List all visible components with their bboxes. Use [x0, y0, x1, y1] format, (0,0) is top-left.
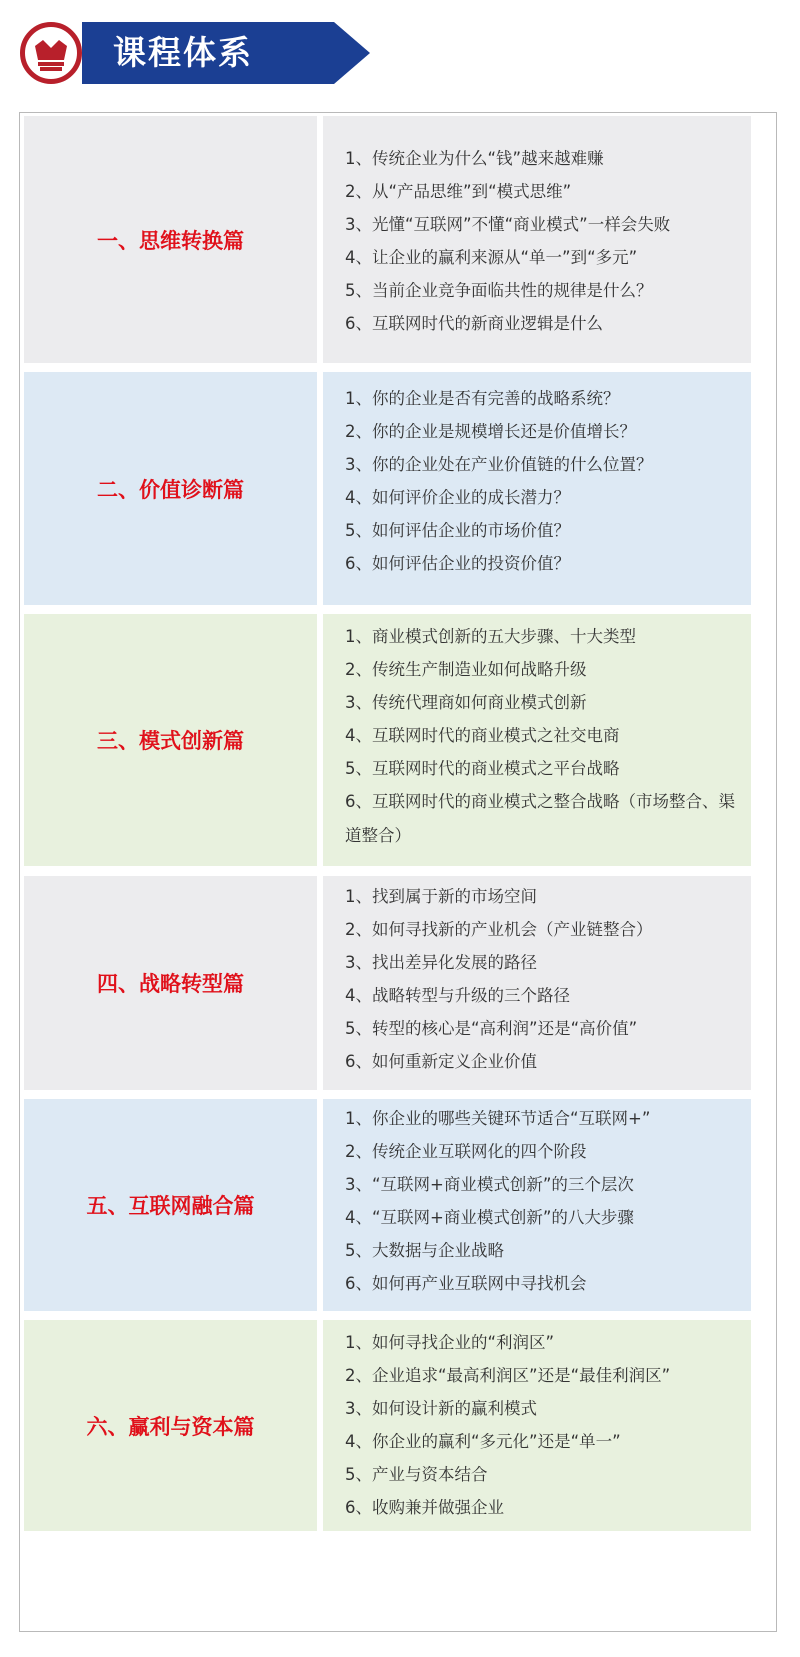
section-row [20, 876, 776, 1090]
section-items-cell [323, 614, 751, 866]
list-item: 1、传统企业为什么“钱”越来越难赚 [345, 149, 604, 168]
list-item: 5、当前企业竞争面临共性的规律是什么？ [345, 281, 653, 300]
list-item: 5、如何评估企业的市场价值？ [345, 521, 570, 540]
crown-icon [31, 32, 71, 74]
list-item: 5、大数据与企业战略 [345, 1241, 504, 1260]
list-item: 3、“互联网+商业模式创新”的三个层次 [345, 1175, 634, 1194]
list-item: 5、产业与资本结合 [345, 1465, 488, 1484]
section-title: 一、思维转换篇 [97, 228, 244, 253]
list-item: 2、你的企业是规模增长还是价值增长？ [345, 422, 636, 441]
item-list [345, 880, 750, 1078]
course-table [19, 112, 777, 1632]
section-items-cell [323, 1099, 751, 1311]
list-item: 6、互联网时代的商业模式之整合战略（市场整合、渠道整合） [345, 792, 735, 845]
item-list [345, 142, 750, 340]
section-row [20, 372, 776, 605]
section-items-cell [323, 876, 751, 1090]
list-item: 2、传统企业互联网化的四个阶段 [345, 1142, 587, 1161]
list-item: 2、从“产品思维”到“模式思维” [345, 182, 572, 201]
section-title: 五、互联网融合篇 [86, 1194, 255, 1218]
list-item: 3、传统代理商如何商业模式创新 [345, 693, 587, 712]
list-item: 4、战略转型与升级的三个路径 [345, 986, 570, 1005]
list-item: 2、企业追求“最高利润区”还是“最佳利润区” [345, 1366, 671, 1385]
list-item: 1、找到属于新的市场空间 [345, 887, 537, 906]
section-title-cell [24, 876, 317, 1090]
section-title-cell [24, 614, 317, 866]
section-items-cell [323, 116, 751, 363]
list-item: 4、如何评价企业的成长潜力？ [345, 488, 570, 507]
list-item: 3、如何设计新的赢利模式 [345, 1399, 537, 1418]
item-list [345, 620, 750, 853]
page-title: 课程体系 [113, 33, 253, 72]
section-title: 六、赢利与资本篇 [86, 1414, 255, 1439]
item-list [345, 382, 750, 580]
list-item: 4、你企业的赢利“多元化”还是“单一” [345, 1432, 621, 1451]
section-items-cell [323, 372, 751, 605]
list-item: 3、你的企业处在产业价值链的什么位置？ [345, 455, 653, 474]
list-item: 3、光懂“互联网”不懂“商业模式”一样会失败 [345, 215, 671, 234]
list-item: 4、“互联网+商业模式创新”的八大步骤 [345, 1208, 634, 1227]
logo-badge [20, 22, 82, 84]
list-item: 6、如何评估企业的投资价值？ [345, 554, 570, 573]
section-row [20, 1320, 776, 1531]
list-item: 2、传统生产制造业如何战略升级 [345, 660, 587, 679]
section-title-cell [24, 1320, 317, 1531]
list-item: 5、转型的核心是“高利润”还是“高价值” [345, 1019, 638, 1038]
list-item: 1、你的企业是否有完善的战略系统？ [345, 389, 620, 408]
item-list [345, 1102, 750, 1300]
section-title-cell [24, 1099, 317, 1311]
header [0, 0, 800, 112]
list-item: 1、商业模式创新的五大步骤、十大类型 [345, 627, 636, 646]
section-title: 三、模式创新篇 [97, 729, 244, 753]
list-item: 6、如何重新定义企业价值 [345, 1052, 537, 1071]
item-list [345, 1326, 750, 1524]
list-item: 2、如何寻找新的产业机会（产业链整合） [345, 920, 653, 939]
list-item: 1、你企业的哪些关键环节适合“互联网+” [345, 1109, 651, 1128]
list-item: 4、互联网时代的商业模式之社交电商 [345, 726, 620, 745]
list-item: 1、如何寻找企业的“利润区” [345, 1333, 555, 1352]
list-item: 3、找出差异化发展的路径 [345, 953, 537, 972]
section-title: 四、战略转型篇 [97, 972, 244, 996]
list-item: 6、收购兼并做强企业 [345, 1498, 504, 1517]
section-row [20, 1099, 776, 1311]
section-row [20, 116, 776, 363]
list-item: 6、互联网时代的新商业逻辑是什么 [345, 314, 603, 333]
section-title-cell [24, 372, 317, 605]
section-title-cell [24, 116, 317, 363]
list-item: 5、互联网时代的商业模式之平台战略 [345, 759, 620, 778]
section-row [20, 614, 776, 866]
list-item: 6、如何再产业互联网中寻找机会 [345, 1274, 587, 1293]
list-item: 4、让企业的赢利来源从“单一”到“多元” [345, 248, 638, 267]
section-items-cell [323, 1320, 751, 1531]
section-title: 二、价值诊断篇 [97, 477, 244, 502]
